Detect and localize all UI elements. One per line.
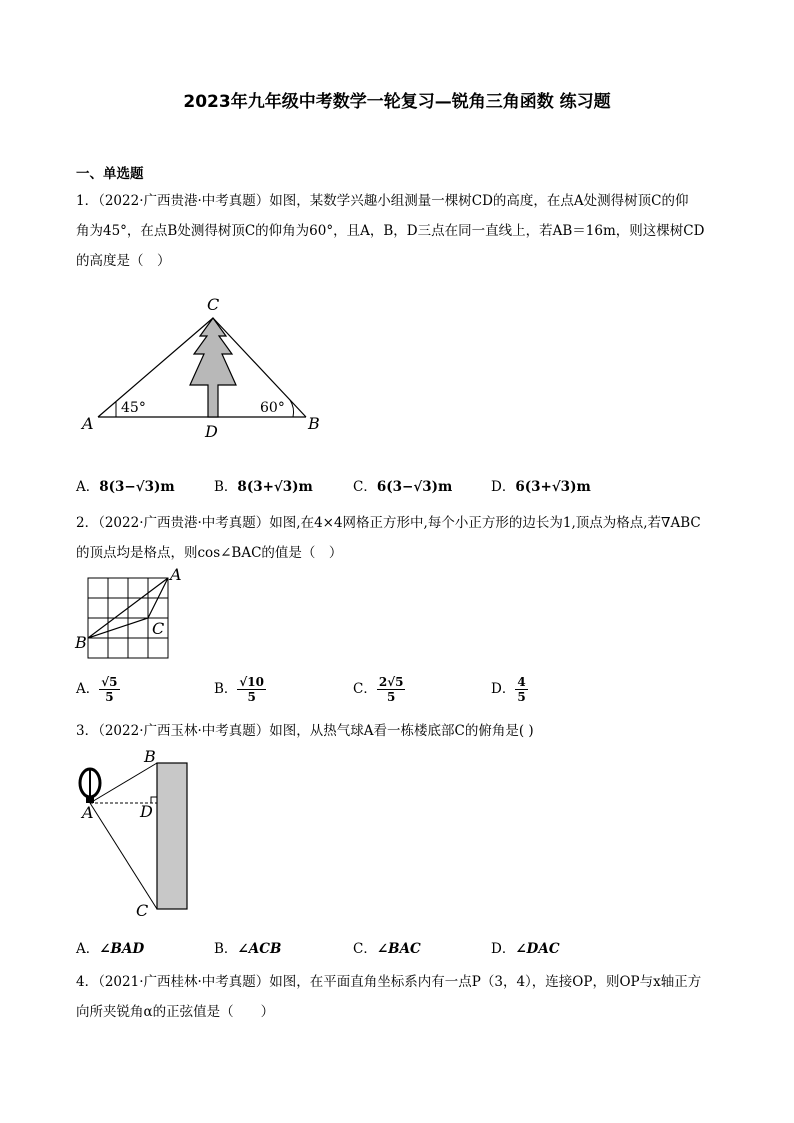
- q1-option-d[interactable]: [491, 475, 591, 495]
- angle-45-label: 45°: [121, 400, 146, 416]
- numerator: 4: [517, 675, 526, 689]
- option-letter: C．: [353, 941, 377, 957]
- option-fraction: [515, 675, 527, 704]
- q3-balloon-figure: [74, 745, 194, 921]
- option-letter: D．: [491, 941, 516, 957]
- numerator: √5: [101, 675, 118, 689]
- option-letter: A．: [76, 941, 100, 957]
- option-text: ∠ACB: [237, 941, 282, 957]
- numerator: √10: [239, 675, 265, 689]
- tree-shape: [190, 318, 236, 417]
- q3-option-d[interactable]: [491, 937, 560, 957]
- denominator: 5: [247, 690, 256, 704]
- denominator: 5: [517, 690, 526, 704]
- q1-line-2: 角为45°，在点B处测得树顶C的仰角为60°，且A，B，D三点在同一直线上，若AB＝16m，则这棵树CD: [76, 223, 705, 239]
- q1-line-1: 1．（2022·广西贵港·中考真题）如图，某数学兴趣小组测量一棵树CD的高度，在点A处测得树顶C的仰: [76, 193, 689, 209]
- q2-option-b[interactable]: [214, 675, 266, 704]
- option-letter: D．: [491, 479, 516, 495]
- label-b: B: [144, 747, 156, 766]
- numerator: 2√5: [378, 675, 404, 689]
- angle-60-label: 60°: [260, 400, 285, 416]
- label-b: B: [308, 414, 320, 433]
- option-text: 6(3+√3)m: [515, 479, 591, 495]
- option-letter: B．: [214, 681, 238, 697]
- option-letter: B．: [214, 479, 238, 495]
- q3-option-b[interactable]: [214, 937, 281, 957]
- option-letter: C．: [353, 479, 377, 495]
- q3-option-a[interactable]: [76, 937, 144, 957]
- q3-line-1: 3．（2022·广西玉林·中考真题）如图，从热气球A看一栋楼底部C的俯角是( ): [76, 723, 534, 739]
- option-fraction: [377, 675, 406, 704]
- q1-line-3: 的高度是（ ）: [76, 253, 171, 269]
- label-c: C: [136, 901, 149, 920]
- q2-line-1: 2．（2022·广西贵港·中考真题）如图,在4×4网格正方形中,每个小正方形的边长为1,顶点为格点,若∇ABC: [76, 515, 701, 531]
- option-letter: C．: [353, 681, 377, 697]
- q2-option-c[interactable]: [353, 675, 405, 704]
- q2-option-a[interactable]: [76, 675, 120, 704]
- q3-option-c[interactable]: [353, 937, 421, 957]
- option-text: ∠BAD: [99, 941, 145, 957]
- q1-tree-figure: [76, 292, 336, 442]
- label-a: A: [170, 566, 182, 584]
- building: [157, 763, 187, 909]
- option-text: 8(3+√3)m: [237, 479, 313, 495]
- grid-lines: [88, 578, 168, 658]
- label-c: C: [152, 619, 165, 638]
- q2-line-2: 的顶点均是格点，则cos∠BAC的值是（ ）: [76, 545, 343, 561]
- label-d: D: [205, 422, 218, 441]
- page-title: 2023年九年级中考数学一轮复习—锐角三角函数 练习题: [183, 92, 611, 112]
- option-text: ∠BAC: [376, 941, 421, 957]
- label-a: A: [82, 803, 94, 822]
- label-b: B: [75, 633, 87, 652]
- label-a: A: [82, 414, 94, 433]
- option-text: ∠DAC: [515, 941, 560, 957]
- label-d: D: [140, 802, 153, 821]
- q1-option-c[interactable]: [353, 475, 452, 495]
- section-heading: 一、单选题: [76, 166, 144, 182]
- option-letter: A．: [76, 479, 100, 495]
- option-fraction: [237, 675, 266, 704]
- line-ac: [98, 318, 213, 417]
- q4-line-2: 向所夹锐角α的正弦值是（ ）: [76, 1004, 275, 1020]
- option-fraction: [99, 675, 119, 704]
- q1-option-a[interactable]: [76, 475, 175, 495]
- option-letter: D．: [491, 681, 516, 697]
- label-c: C: [207, 295, 220, 314]
- q2-grid-figure: [74, 566, 186, 662]
- denominator: 5: [105, 690, 114, 704]
- option-text: 8(3−√3)m: [99, 479, 175, 495]
- denominator: 5: [386, 690, 396, 704]
- option-letter: B．: [214, 941, 238, 957]
- option-text: 6(3−√3)m: [376, 479, 453, 495]
- q1-option-b[interactable]: [214, 475, 313, 495]
- q2-option-d[interactable]: [491, 675, 528, 704]
- option-letter: A．: [76, 681, 100, 697]
- q4-line-1: 4．（2021·广西桂林·中考真题）如图，在平面直角坐标系内有一点P（3，4），连接OP，则OP与x轴正方: [76, 974, 702, 990]
